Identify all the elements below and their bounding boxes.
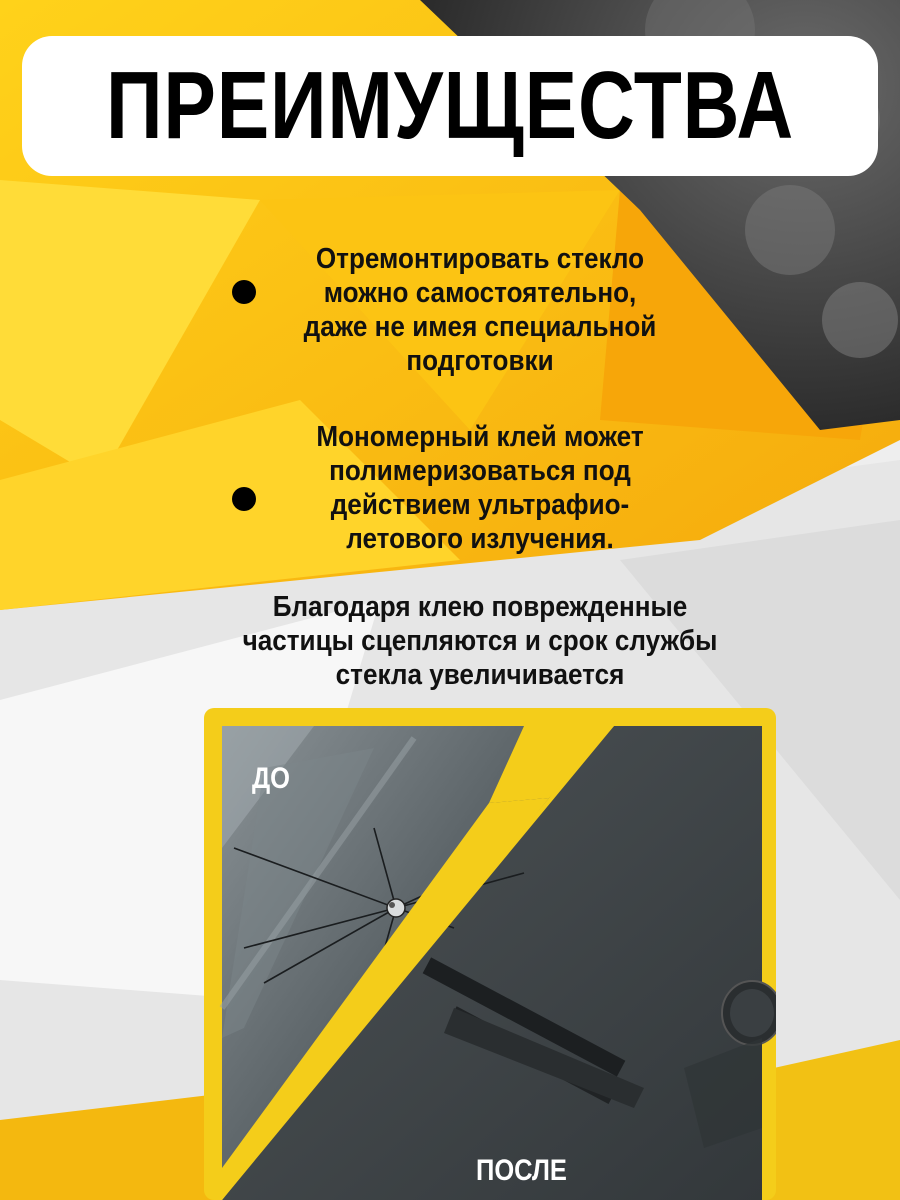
advantage-line: действием ультрафио- bbox=[330, 489, 630, 521]
advantage-1 bbox=[255, 242, 705, 378]
advantage-line: Мономерный клей может bbox=[316, 421, 644, 453]
summary-text bbox=[210, 590, 750, 692]
advantage-line: даже не имея специальной bbox=[303, 311, 657, 343]
advantage-line: Отремонтировать стекло bbox=[315, 243, 645, 275]
bullet-icon bbox=[232, 487, 256, 511]
summary-line: стекла увеличивается bbox=[335, 659, 625, 691]
summary-line: Благодаря клею поврежденные bbox=[272, 591, 688, 623]
page-title: ПРЕИМУЩЕСТВА bbox=[105, 52, 795, 159]
advantage-line: летового излучения. bbox=[346, 523, 614, 555]
after-label: ПОСЛЕ bbox=[476, 1154, 567, 1187]
advantage-line: полимеризоваться под bbox=[329, 455, 631, 487]
summary-line: частицы сцепляются и срок службы bbox=[242, 625, 718, 657]
advantage-line: подготовки bbox=[406, 345, 554, 377]
advantage-line: можно самостоятельно, bbox=[323, 277, 637, 309]
bullet-icon bbox=[232, 280, 256, 304]
before-label: ДО bbox=[252, 762, 291, 795]
advantage-2 bbox=[255, 420, 705, 556]
